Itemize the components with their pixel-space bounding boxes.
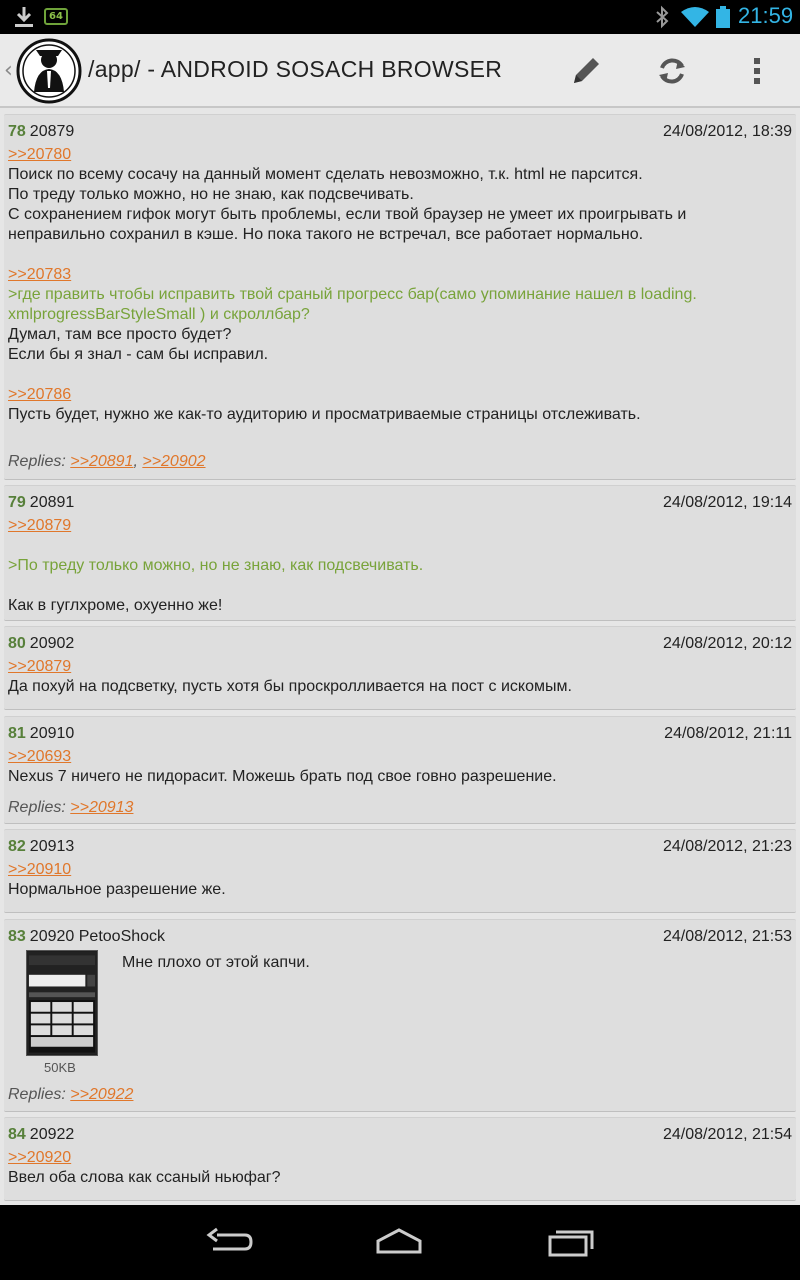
blank-line: [8, 245, 788, 265]
reply-link[interactable]: >>20922: [70, 1086, 134, 1103]
nav-home-icon[interactable]: [374, 1225, 424, 1259]
post-number: 81: [8, 725, 26, 742]
edit-pencil-icon[interactable]: [566, 51, 606, 91]
post-text-line: По треду только можно, но не знаю, как подсвечивать.: [8, 186, 414, 203]
post-date: 24/08/2012, 21:23: [662, 838, 792, 855]
post-number: 82: [8, 838, 26, 855]
action-bar: [0, 34, 800, 108]
post-header: [8, 635, 74, 653]
reply-link[interactable]: >>20891: [70, 453, 134, 470]
post-text-line: Пусть будет, нужно же как-то аудиторию и просматриваемые страницы отслеживать.: [8, 406, 641, 423]
post-body: [8, 516, 788, 616]
blank-line: [8, 536, 788, 556]
post-body: [8, 145, 788, 425]
post-header: [8, 928, 165, 946]
post-text-line: Думал, там все просто будет?: [8, 326, 232, 343]
post-date: 24/08/2012, 18:39: [662, 123, 792, 140]
post-text-line: Если бы я знал - сам бы исправил.: [8, 346, 269, 363]
reply-link[interactable]: >>20902: [142, 453, 206, 470]
post-number: 83: [8, 928, 26, 945]
post-id: 20891: [29, 494, 75, 511]
blank-line: [8, 365, 788, 385]
thread-feed[interactable]: [0, 110, 800, 1205]
post-id: 20922: [29, 1126, 75, 1143]
reference-link[interactable]: >>20920: [8, 1149, 72, 1166]
notification-badge: 64: [44, 8, 68, 25]
post-number: 80: [8, 635, 26, 652]
reference-link[interactable]: >>20910: [8, 861, 72, 878]
reference-link[interactable]: >>20879: [8, 517, 72, 534]
wifi-icon: [680, 5, 710, 29]
replies-label: Replies:: [8, 453, 66, 470]
post-body: [8, 860, 788, 900]
post-id: 20920: [29, 928, 75, 945]
post-body: [8, 747, 788, 787]
reference-link[interactable]: >>20879: [8, 658, 72, 675]
replies-label: Replies:: [8, 799, 66, 816]
attachment-size: 50KB: [44, 1060, 76, 1075]
replies-row: [8, 1086, 133, 1104]
post-number: 78: [8, 123, 26, 140]
reference-link[interactable]: >>20783: [8, 266, 72, 283]
post-body: [8, 1148, 788, 1188]
reference-link[interactable]: >>20693: [8, 748, 72, 765]
post-id: 20879: [29, 123, 75, 140]
post-79[interactable]: [4, 485, 796, 621]
post-text-line: Да похуй на подсветку, пусть хотя бы проскролливается на пост с искомым.: [8, 678, 572, 695]
post-text-line: Nexus 7 ничего не пидорасит. Можешь брать под свое говно разрешение.: [8, 768, 557, 785]
replies-row: [8, 799, 133, 817]
post-82[interactable]: [4, 829, 796, 913]
post-date: 24/08/2012, 21:53: [662, 928, 792, 945]
replies-row: Replies: >>20891, >>20902: [8, 453, 206, 470]
refresh-icon[interactable]: [652, 51, 692, 91]
quote-line: xmlprogressBarStyleSmall ) и скроллбар?: [8, 306, 310, 323]
post-number: 79: [8, 494, 26, 511]
quote-line: >По треду только можно, но не знаю, как подсвечивать.: [8, 557, 424, 574]
post-id: 20902: [29, 635, 75, 652]
attachment-thumbnail[interactable]: [26, 950, 98, 1056]
post-text-line: Как в гуглхроме, охуенно же!: [8, 597, 223, 614]
post-number: 84: [8, 1126, 26, 1143]
navigation-bar: [0, 1205, 800, 1280]
poster-name: PetooShock: [78, 928, 166, 945]
quote-line: >где править чтобы исправить твой сраный прогресс бар(само упоминание нашел в loading.: [8, 286, 697, 303]
status-bar: [0, 0, 800, 34]
post-date: 24/08/2012, 21:11: [664, 725, 792, 742]
post-header: [8, 494, 74, 512]
post-text-line: С сохранением гифок могут быть проблемы, если твой браузер не умеет их проигрывать и: [8, 206, 687, 223]
overflow-menu-icon[interactable]: [737, 51, 777, 91]
back-chevron-icon[interactable]: ‹: [4, 58, 13, 83]
post-78[interactable]: [4, 114, 796, 480]
post-header: [8, 725, 74, 743]
download-icon: [12, 5, 36, 29]
board-logo-icon[interactable]: [16, 38, 82, 104]
post-date: 24/08/2012, 20:12: [662, 635, 792, 652]
post-header: [8, 123, 74, 141]
post-text: Мне плохо от этой капчи.: [122, 954, 310, 971]
post-id: 20913: [29, 838, 75, 855]
reference-link[interactable]: >>20786: [8, 386, 72, 403]
post-81[interactable]: [4, 716, 796, 824]
post-id: 20910: [29, 725, 75, 742]
reference-link[interactable]: >>20780: [8, 146, 72, 163]
post-header: [8, 1126, 74, 1144]
battery-icon: [715, 5, 731, 29]
post-date: 24/08/2012, 19:14: [662, 494, 792, 511]
clock: 21:59: [738, 3, 794, 28]
replies-label: Replies:: [8, 1086, 66, 1103]
page-title: /app/ - ANDROID SOSACH BROWSER: [88, 56, 503, 82]
post-text-line: неправильно сохранил в кэше. Но пока такого не встречал, все работает нормально.: [8, 226, 644, 243]
nav-recent-apps-icon[interactable]: [546, 1225, 596, 1259]
post-text-line: Поиск по всему сосачу на данный момент сделать невозможно, т.к. html не парсится.: [8, 166, 643, 183]
blank-line: [8, 576, 788, 596]
post-body: [8, 657, 788, 697]
post-text-line: Нормальное разрешение же.: [8, 881, 226, 898]
post-84[interactable]: [4, 1117, 796, 1201]
nav-back-icon[interactable]: [205, 1225, 255, 1259]
post-date: 24/08/2012, 21:54: [662, 1126, 792, 1143]
post-header: [8, 838, 74, 856]
post-text-line: Ввел оба слова как ссаный ньюфаг?: [8, 1169, 281, 1186]
post-80[interactable]: [4, 626, 796, 710]
bluetooth-icon: [652, 5, 672, 29]
reply-link[interactable]: >>20913: [70, 799, 134, 816]
post-83[interactable]: [4, 919, 796, 1112]
